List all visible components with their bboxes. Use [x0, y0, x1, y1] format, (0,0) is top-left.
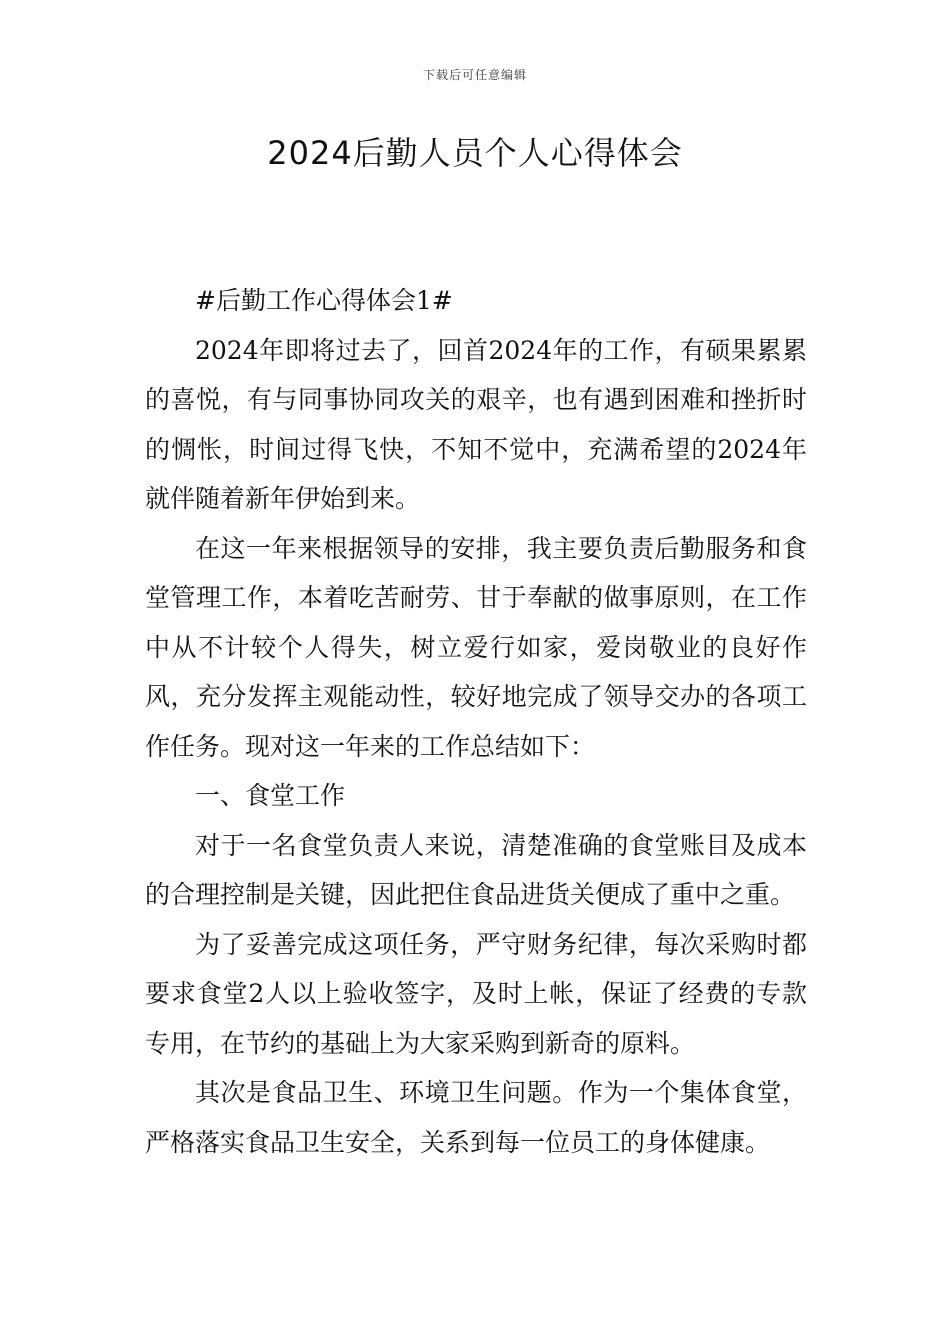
- paragraph: 在这一年来根据领导的安排，我主要负责后勤服务和食堂管理工作，本着吃苦耐劳、甘于奉献的做事原则，在工作中从不计较个人得失，树立爱行如家，爱岗敬业的良好作风，充分发挥主观能动性，较好地完成了领导交办的各项工作任务。现对这一年来的工作总结如下：: [145, 533, 807, 761]
- document-title: 2024后勤人员个人心得体会: [267, 134, 683, 172]
- section-heading-1: #后勤工作心得体会1#: [195, 286, 453, 315]
- paragraph: 其次是食品卫生、环境卫生问题。作为一个集体食堂，严格落实食品卫生安全，关系到每一位员工的身体健康。: [145, 1078, 807, 1157]
- paragraph: 对于一名食堂负责人来说，清楚准确的食堂账目及成本的合理控制是关键，因此把住食品进货关便成了重中之重。: [145, 830, 807, 909]
- document-body: [145, 276, 807, 1167]
- paragraph: 2024年即将过去了，回首2024年的工作，有硕果累累的喜悦，有与同事协同攻关的艰辛，也有遇到困难和挫折时的惆怅，时间过得飞快，不知不觉中，充满希望的2024年就伴随着新年伊始到来。: [145, 335, 807, 513]
- header-note: 下载后可任意编辑: [422, 68, 527, 82]
- paragraph: 为了妥善完成这项任务，严守财务纪律，每次采购时都要求食堂2人以上验收签字，及时上帐，保证了经费的专款专用，在节约的基础上为大家采购到新奇的原料。: [145, 929, 807, 1058]
- section-heading-canteen: 一、食堂工作: [195, 781, 346, 810]
